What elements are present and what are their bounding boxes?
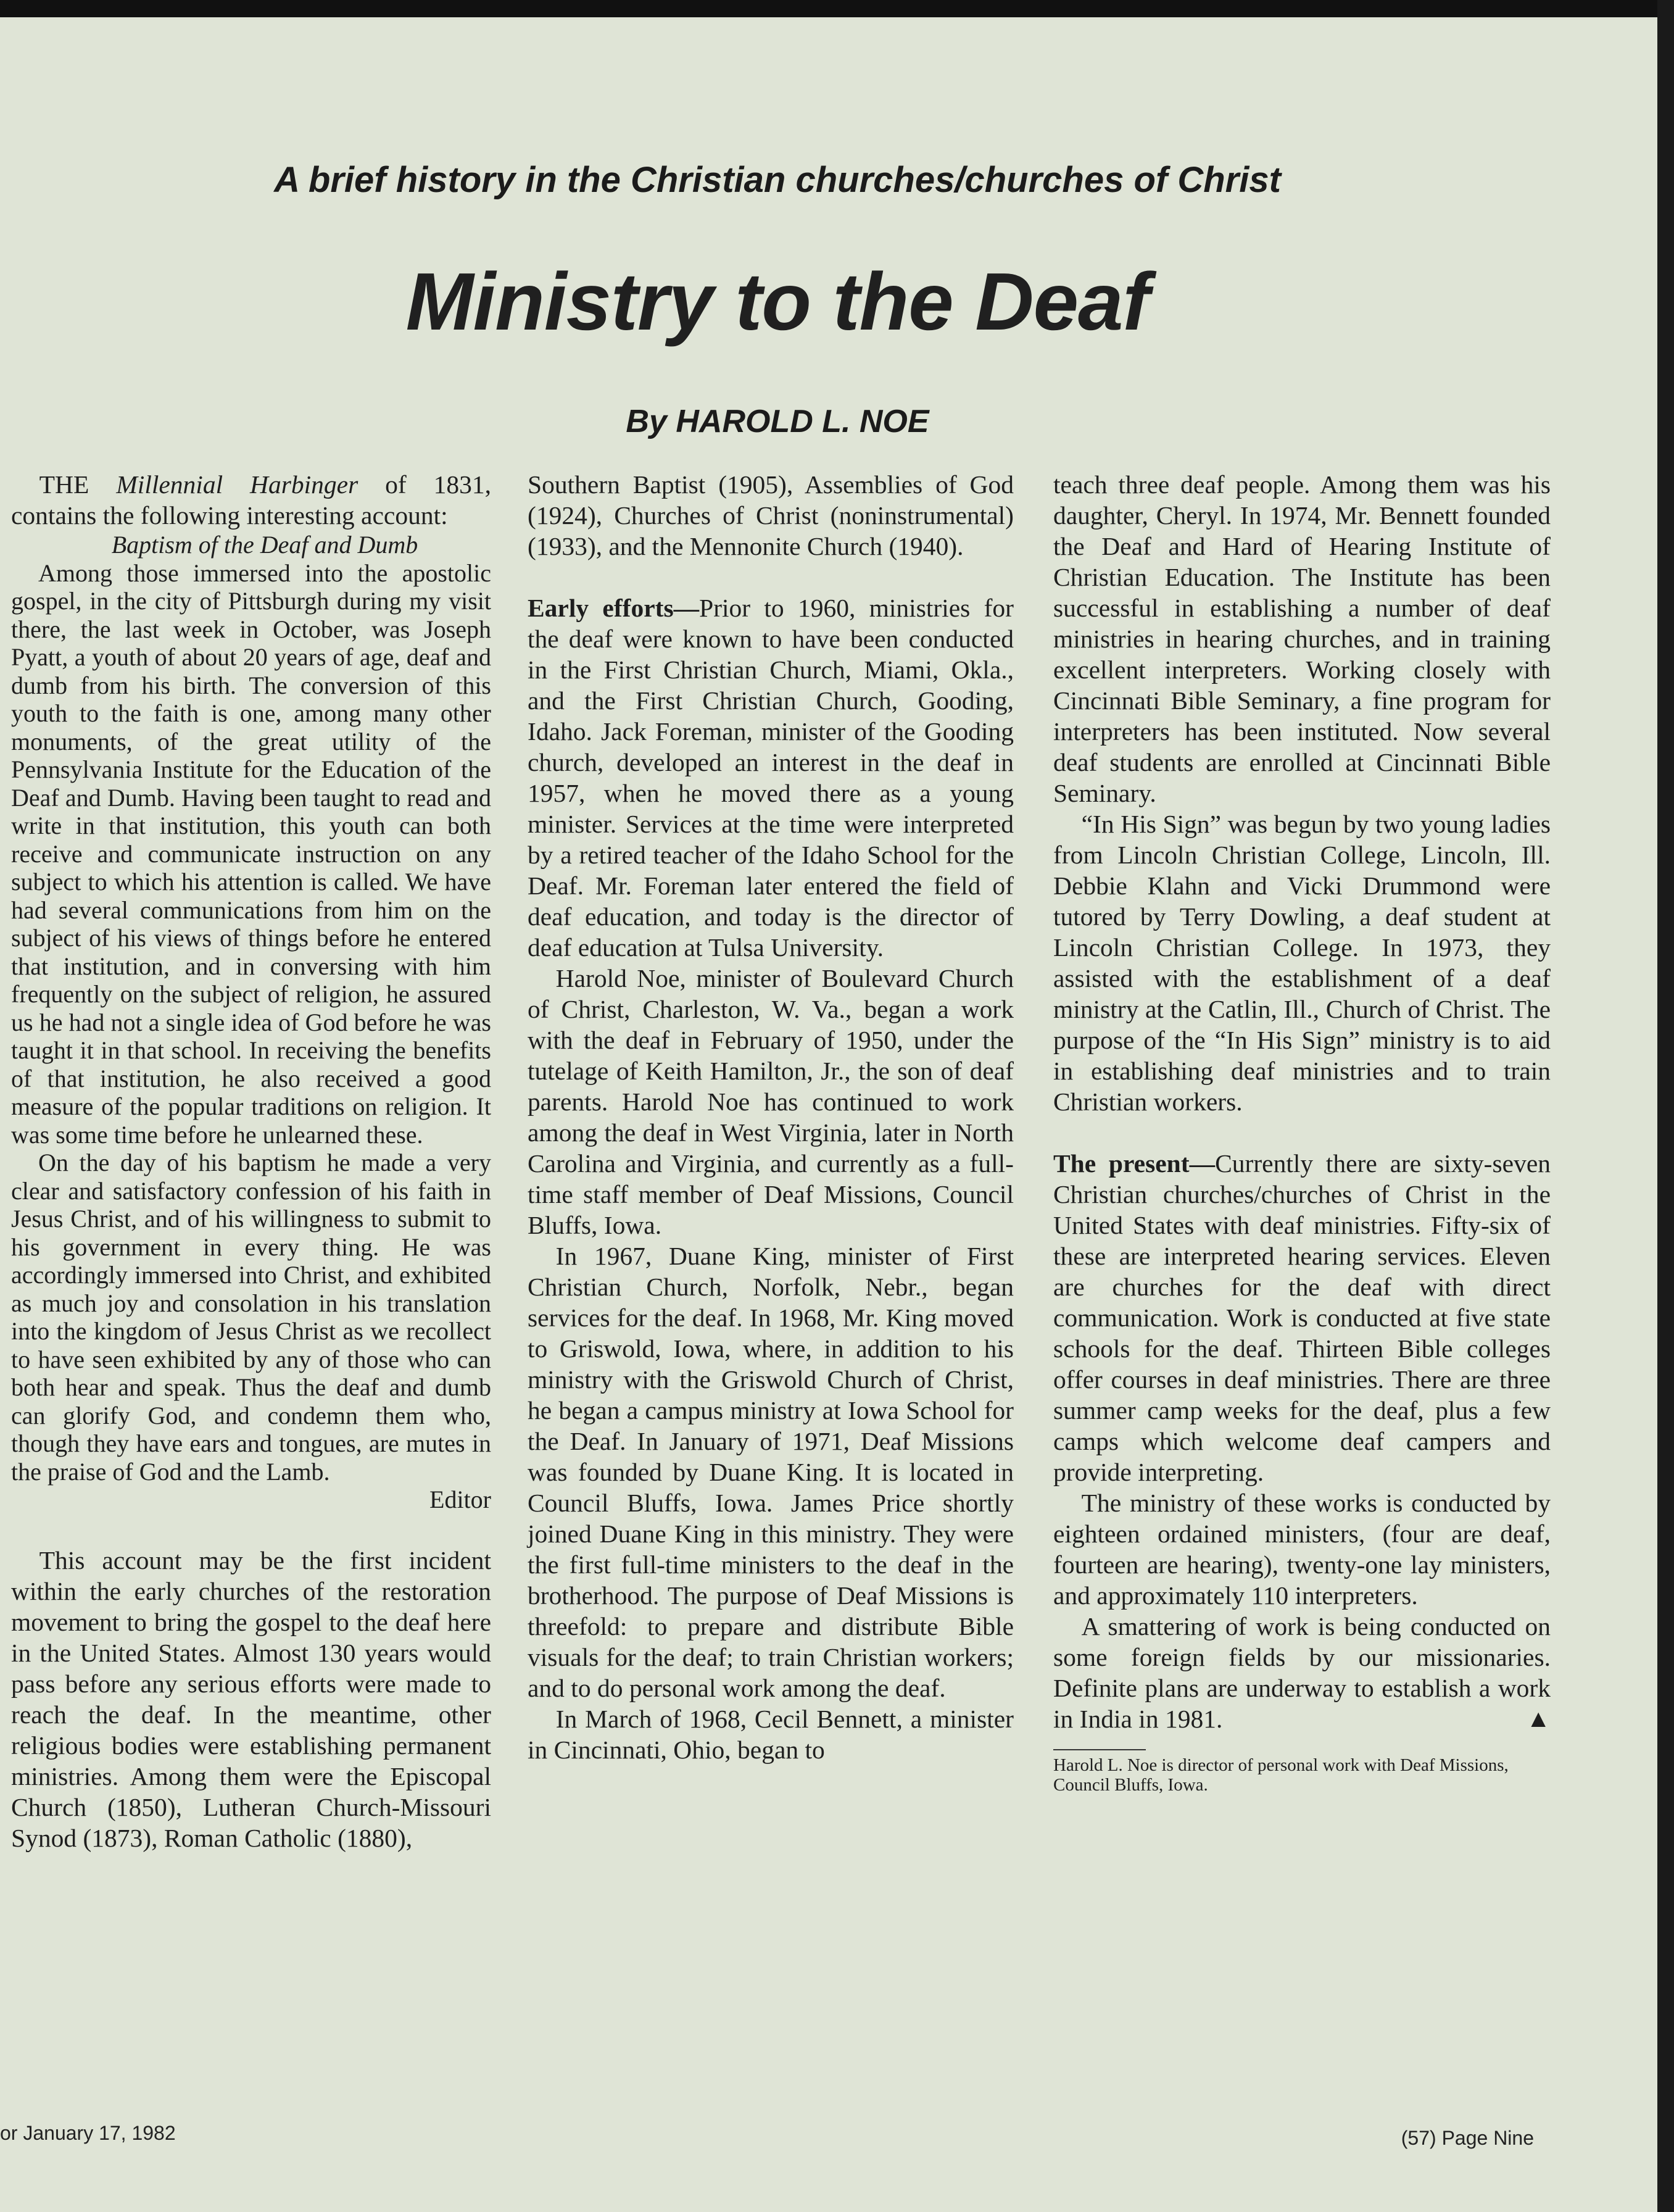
footer-date: or January 17, 1982 xyxy=(0,2122,176,2144)
article-title: Ministry to the Deaf xyxy=(405,256,1150,347)
body-paragraph: teach three deaf people. Among them was his daughter, Cheryl. In 1974, Mr. Bennett founded the Deaf and Hard of Hearing Institute of Christian Education. The Institute has been successful in establishing a number of deaf ministries in hearing churches, and in training excellent interpreters. Working closely with Cincinnati Bible Seminary, a fine program for interpreters has been instituted. Now several deaf students are enrolled at Cincinnati Bible Seminary. xyxy=(1053,470,1551,807)
page-edge-shadow xyxy=(1657,0,1674,2212)
section-early-efforts: Early efforts—Prior to 1960, ministries for the deaf were known to have been conducted in the First Christian Church, Miami, Okla., and the First Christian Church, Gooding, Idaho. Jack Foreman, minister of the Gooding church, developed an interest in the deaf in 1957, when he moved there as a young minister. Services at the time were interpreted by a retired teacher of the Idaho School for the Deaf. Mr. Foreman later entered the field of deaf education, and today is the director of deaf education at Tulsa University. xyxy=(528,594,1014,962)
column-2 xyxy=(528,469,1014,1765)
quote-paragraph: Among those immersed into the apostolic gospel, in the city of Pittsburgh during my visit there, the last week in October, was Joseph Pyatt, a youth of about 20 years of age, deaf and dumb from his birth. The conversion of this youth to the faith is one, among many other monuments, of the great utility of the Pennsylvania Institute for the Education of the Deaf and Dumb. Having been taught to read and write in that institution, this youth can both receive and communicate instruction on any subject to which his attention is called. We have had several communications from him on the subject of his views of things before he entered that institution, and in conversing with him frequently on the subject of religion, he assured us he had not a single idea of God before he was taught it in that school. In receiving the benefits of that institution, he also received a good measure of the popular traditions on religion. It was some time before he unlearned these. xyxy=(11,559,491,1149)
quote-heading: Baptism of the Deaf and Dumb xyxy=(111,531,418,559)
column-1 xyxy=(11,469,491,1853)
footer-page-number: (57) Page Nine xyxy=(1401,2127,1534,2149)
body-paragraph: Harold Noe, minister of Boulevard Church of Christ, Charleston, W. Va., began a work with the deaf in February of 1950, under the tutelage of Keith Hamilton, Jr., the son of deaf parents. Harold Noe has continued to work among the deaf in West Virginia, later in North Carolina and Virginia, and currently as a full-time staff member of Deaf Missions, Council Bluffs, Iowa. xyxy=(528,964,1014,1239)
magazine-page xyxy=(0,17,1657,2212)
end-of-article-triangle-icon: ▲ xyxy=(1526,1705,1551,1732)
author-note: Harold L. Noe is director of personal work with Deaf Missions, Council Bluffs, Iowa. xyxy=(1053,1755,1509,1795)
article-byline: By HAROLD L. NOE xyxy=(626,404,929,439)
body-paragraph: In March of 1968, Cecil Bennett, a minister in Cincinnati, Ohio, began to xyxy=(528,1705,1014,1764)
section-heading: Early efforts— xyxy=(528,594,700,622)
intro-paragraph: THE Millennial Harbinger of 1831, contains the following interesting account: xyxy=(11,470,491,530)
section-heading: The present— xyxy=(1053,1149,1216,1178)
quoted-account xyxy=(11,531,491,1514)
body-paragraph: This account may be the first incident within the early churches of the restoration movement to bring the gospel to the deaf here in the United States. Almost 130 years would pass before any serious efforts were made to reach the deaf. In the meantime, other religious bodies were establishing permanent ministries. Among them were the Episcopal Church (1850), Lutheran Church-Missouri Synod (1873), Roman Catholic (1880), xyxy=(11,1545,491,1852)
column-3 xyxy=(1053,469,1551,1795)
quote-signature: Editor xyxy=(429,1486,491,1513)
body-paragraph: A smattering of work is being conducted on some foreign fields by our missionaries. Definite plans are underway to establish a work in India in 1981. ▲ xyxy=(1053,1612,1551,1733)
quote-paragraph: On the day of his baptism he made a very clear and satisfactory confession of his faith in Jesus Christ, and of his willingness to submit to his government in every thing. He was accordingly immersed into Christ, and exhibited as much joy and consolation in his translation into the kingdom of Jesus Christ as we recollect to have seen exhibited by any of those who can both hear and speak. Thus the deaf and dumb can glorify God, and condemn them who, though they have ears and tongues, are mutes in the praise of God and the Lamb. xyxy=(11,1149,491,1486)
body-paragraph: “In His Sign” was begun by two young ladies from Lincoln Christian College, Lincoln, Ill. Debbie Klahn and Vicki Drummond were tutored by Terry Dowling, a deaf student at Lincoln Christian College. In 1973, they assisted with the establishment of a deaf ministry at the Catlin, Ill., Church of Christ. The purpose of the “In His Sign” ministry is to aid in establishing deaf ministries and to train Christian workers. xyxy=(1053,810,1551,1116)
body-paragraph: The ministry of these works is conducted by eighteen ordained ministers, (four are deaf, fourteen are hearing), twenty-one lay ministers, and approximately 110 interpreters. xyxy=(1053,1489,1551,1610)
footnote-divider xyxy=(1053,1749,1146,1750)
body-paragraph: Southern Baptist (1905), Assemblies of God (1924), Churches of Christ (noninstrumental) (1933), and the Mennonite Church (1940). xyxy=(528,470,1014,560)
section-the-present: The present—Currently there are sixty-seven Christian churches/churches of Christ in the United States with deaf ministries. Fifty-six of these are interpreted hearing services. Eleven are churches for the deaf with direct communication. Work is conducted at five state schools for the deaf. Thirteen Bible colleges offer courses in deaf ministries. There are three summer camp weeks for the deaf, plus a few camps which welcome deaf campers and provide interpreting. xyxy=(1053,1149,1551,1486)
body-paragraph: In 1967, Duane King, minister of First Christian Church, Norfolk, Nebr., began services for the deaf. In 1968, Mr. King moved to Griswold, Iowa, where, in addition to his ministry with the Griswold Church of Christ, he began a campus ministry at Iowa School for the Deaf. In January of 1971, Deaf Missions was founded by Duane King. It is located in Council Bluffs, Iowa. James Price shortly joined Duane King in this ministry. They were the first full-time ministers to the deaf in the brotherhood. The purpose of Deaf Missions is threefold: to prepare and distribute Bible visuals for the deaf; to train Christian workers; and to do personal work among the deaf. xyxy=(528,1242,1014,1702)
article-kicker: A brief history in the Christian churches/churches of Christ xyxy=(274,160,1281,200)
